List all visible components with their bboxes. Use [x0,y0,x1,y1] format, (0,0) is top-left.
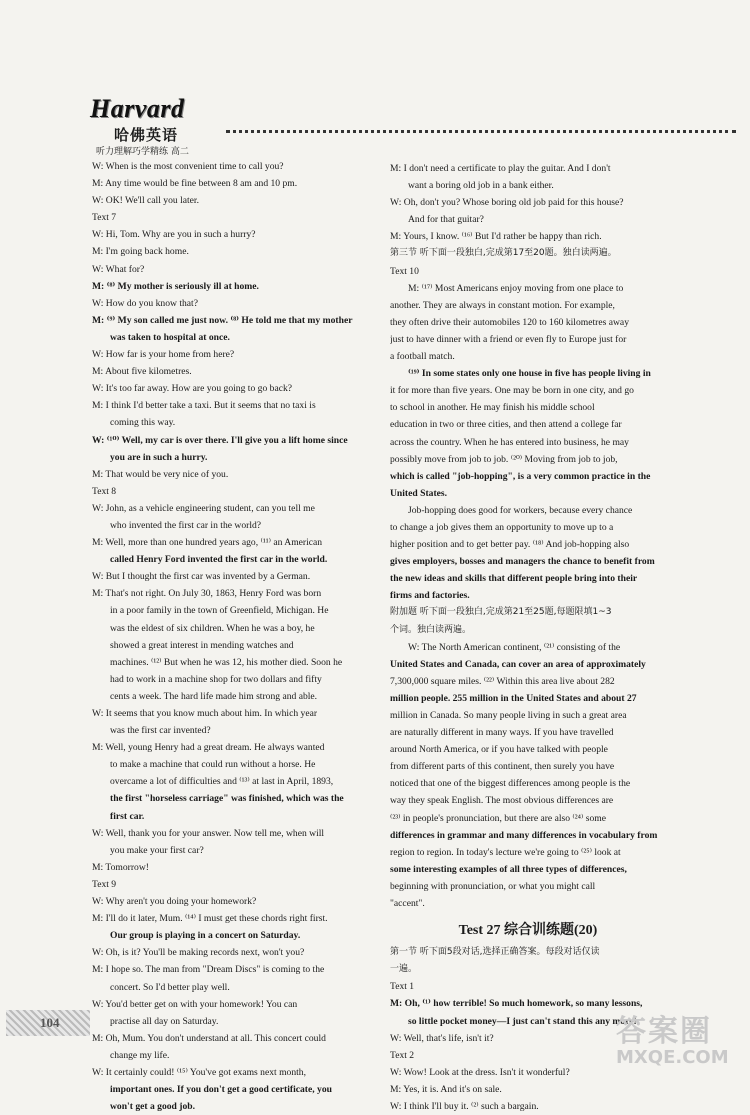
text-line: from different parts of this continent, then surely you have [390,761,615,773]
text-line: Text 2 [390,1049,415,1061]
text-line: M: Yours, I know. ⁽¹⁶⁾ But I'd rather be happy than rich. [390,231,602,243]
text-line: cents a week. The hard life made him strong and able. [110,690,318,702]
text-line: concert. So I'd better play well. [110,981,230,993]
text-line: had to work in a machine shop for two dollars and fifty [110,673,322,685]
brand-subtitle: 听力理解巧学精练 高二 [96,147,189,157]
right-column-transcript [390,160,666,912]
text-line: M: I'll do it later, Mum. ⁽¹⁴⁾ I must get these chords right first. [92,913,328,925]
text-line: W: It's too far away. How are you going to go back? [92,383,293,395]
text-line: M: That would be very nice of you. [92,468,229,480]
text-line: practise all day on Saturday. [110,1015,219,1027]
brand-chinese-title: 哈佛英语 [114,126,179,144]
watermark [616,1016,744,1070]
text-line: M: I don't need a certificate to play the guitar. And I don't [390,163,611,174]
text-line: Our group is playing in a concert on Saturday. [110,930,301,942]
text-line: United States and Canada, can cover an area of approximately [390,658,646,670]
text-line: to change a job gives them an opportunity to move up to a [390,521,614,533]
header-dotted-rule [226,130,736,133]
text-line: Text 9 [92,878,117,890]
text-line: M: Tomorrow! [92,861,149,873]
text-line: 7,300,000 square miles. ⁽²²⁾ Within this area live about 282 [390,675,615,687]
text-line: million in Canada. So many people living in such a great area [390,710,627,721]
right-column [390,160,666,1115]
text-line: W: What for? [92,263,145,275]
text-line: another. They are always in constant motion. For example, [390,299,615,311]
text-line: W: ⁽¹⁰⁾ Well, my car is over there. I'll give you a lift home since [92,434,348,446]
text-line: want a boring old job in a bank either. [408,180,554,192]
text-line: won't get a good job. [110,1101,196,1113]
text-line: M: That's not right. On July 30, 1863, Henry Ford was born [92,588,322,600]
text-line: M: ⁽¹⁷⁾ Most Americans enjoy moving from one place to [408,282,624,294]
text-line: 一遍。 [390,964,418,975]
page-number-block [6,1010,90,1036]
watermark-url: MXQE.COM [616,1047,729,1068]
text-line: W: I think I'll buy it. ⁽²⁾ such a bargain. [390,1100,539,1112]
text-line: they often drive their automobiles 120 to 160 kilometres away [390,316,629,328]
text-line: it for more than five years. One may be born in one city, and go [390,385,634,397]
text-line: change my life. [110,1049,170,1061]
text-line: some interesting examples of all three types of differences, [390,863,627,875]
text-line: M: ⁽⁸⁾ My mother is seriously ill at home. [92,280,259,292]
text-line: 个词。独白读两遍。 [390,624,472,635]
text-line: Text 1 [390,981,415,993]
text-line: M: About five kilometres. [92,366,192,378]
text-line: which is called "job-hopping", is a very common practice in the [390,470,651,482]
text-line: the new ideas and skills that different people bring into their [390,573,638,585]
text-line: in a poor family in the town of Greenfield, Michigan. He [110,605,329,617]
text-line: important ones. If you don't get a good certificate, you [110,1084,332,1096]
text-line: W: OK! We'll call you later. [92,195,199,207]
text-line: W: Wow! Look at the dress. Isn't it wonderful? [390,1066,570,1078]
text-line: who invented the first car in the world? [110,519,262,531]
text-line: just to have dinner with a friend or even fly to Europe just for [390,333,627,345]
text-line: W: Oh, is it? You'll be making records next, won't you? [92,947,305,959]
text-line: M: I'm going back home. [92,246,189,258]
text-line: coming this way. [110,417,176,429]
text-line: beginning with pronunciation, or what you might call [390,880,596,892]
text-line: M: Well, more than one hundred years ago, ⁽¹¹⁾ an American [92,537,323,549]
text-line: "accent". [390,898,425,910]
text-line: you make your first car? [110,844,204,856]
text-line: possibly move from job to job. ⁽²⁰⁾ Moving from job to job, [390,453,618,465]
text-line: around North America, or if you have talked with people [390,744,608,756]
text-line: 第一节 听下面5段对话,选择正确答案。每段对话仅读 [390,947,600,958]
text-line: W: Oh, don't you? Whose boring old job paid for this house? [390,197,624,209]
text-line: to make a machine that could run without a horse. He [110,759,316,771]
text-line: W: The North American continent, ⁽²¹⁾ consisting of the [408,641,621,653]
text-line: was taken to hospital at once. [110,331,230,343]
text-line: W: John, as a vehicle engineering student, can you tell me [92,502,315,514]
text-line: Text 10 [390,265,419,277]
text-line: W: When is the most convenient time to call you? [92,161,284,172]
text-line: the first "horseless carriage" was finished, which was the [110,793,344,805]
text-line: W: It certainly could! ⁽¹⁵⁾ You've got exams next month, [92,1066,307,1078]
book-header [86,94,236,156]
text-line: across the country. When he has entered into business, he may [390,436,629,448]
text-line: M: I hope so. The man from "Dream Discs" is coming to the [92,964,325,976]
text-line: way they speak English. The most obvious differences are [390,795,614,807]
text-line: Text 8 [92,485,117,497]
text-line: W: It seems that you know much about him. In which year [92,708,318,719]
text-line: And for that guitar? [408,214,484,226]
text-line: region to region. In today's lecture we're going to ⁽²⁵⁾ look at [390,846,621,858]
text-line: M: Well, young Henry had a great dream. He always wanted [92,742,325,754]
text-line: you are in such a hurry. [110,451,208,463]
text-line: M: Oh, Mum. You don't understand at all. This concert could [92,1032,326,1044]
text-line: M: Oh, ⁽¹⁾ how terrible! So much homework, so many lessons, [390,998,643,1010]
text-line: W: How do you know that? [92,297,198,309]
watermark-logo: 答案圈 [616,1014,712,1049]
text-line: overcame a lot of difficulties and ⁽¹³⁾ at last in April, 1893, [110,776,334,788]
text-line: education in two or three cities, and then attend a college far [390,419,622,431]
text-line: to school in another. He may finish his middle school [390,402,595,414]
text-line: United States. [390,487,448,499]
text-line: ⁽¹⁹⁾ In some states only one house in five has people living in [408,368,651,380]
text-line: called Henry Ford invented the first car in the world. [110,554,328,566]
text-line: gives employers, bosses and managers the chance to benefit from [390,556,655,568]
text-line: 附加题 听下面一段独白,完成第21至25题,每题限填1~3 [390,607,612,618]
text-line: W: How far is your home from here? [92,349,235,361]
text-line: M: I think I'd better take a taxi. But it seems that no taxi is [92,400,316,412]
page-number: 104 [40,1015,60,1030]
text-line: Job-hopping does good for workers, because every chance [408,504,633,516]
text-line: machines. ⁽¹²⁾ But when he was 12, his mother died. Soon he [110,656,343,668]
text-line: Text 7 [92,212,117,224]
brand-logo: Harvard [90,94,185,123]
text-line: so little pocket money—I just can't stand this any more! [408,1015,637,1027]
text-line: differences in grammar and many differences in vocabulary from [390,829,658,841]
text-line: W: Well, that's life, isn't it? [390,1032,494,1044]
left-column [92,158,370,1115]
text-line: million people. 255 million in the United States and about 27 [390,692,637,704]
text-line: showed a great interest in mending watches and [110,639,294,651]
text-line: higher position and to get better pay. ⁽¹⁸⁾ And job-hopping also [390,539,630,551]
text-line: was the eldest of six children. When he was a boy, he [110,622,315,634]
text-line: was the first car invented? [110,725,211,737]
text-line: M: Any time would be fine between 8 am and 10 pm. [92,178,298,190]
text-line: a football match. [390,351,455,363]
text-line: M: ⁽⁹⁾ My son called me just now. ⁽⁸⁾ He told me that my mother [92,314,353,326]
text-line: W: Why aren't you doing your homework? [92,896,257,908]
text-line: M: Yes, it is. And it's on sale. [390,1083,502,1095]
text-line: are naturally different in many ways. If you have travelled [390,727,614,739]
text-line: W: Hi, Tom. Why are you in such a hurry? [92,229,256,241]
text-line: firms and factories. [390,590,470,602]
text-line: noticed that one of the biggest differences among people is the [390,778,631,790]
text-line: 第三节 听下面一段独白,完成第17至20题。独白读两遍。 [390,248,617,259]
text-line: first car. [110,810,145,822]
text-line: W: Well, thank you for your answer. Now tell me, when will [92,827,325,839]
test-title: Test 27 综合训练题(20) [458,923,598,939]
text-line: W: But I thought the first car was invented by a German. [92,571,311,583]
text-line: W: You'd better get on with your homework! You can [92,998,298,1010]
text-line: ⁽²³⁾ in people's pronunciation, but there are also ⁽²⁴⁾ some [390,812,607,824]
